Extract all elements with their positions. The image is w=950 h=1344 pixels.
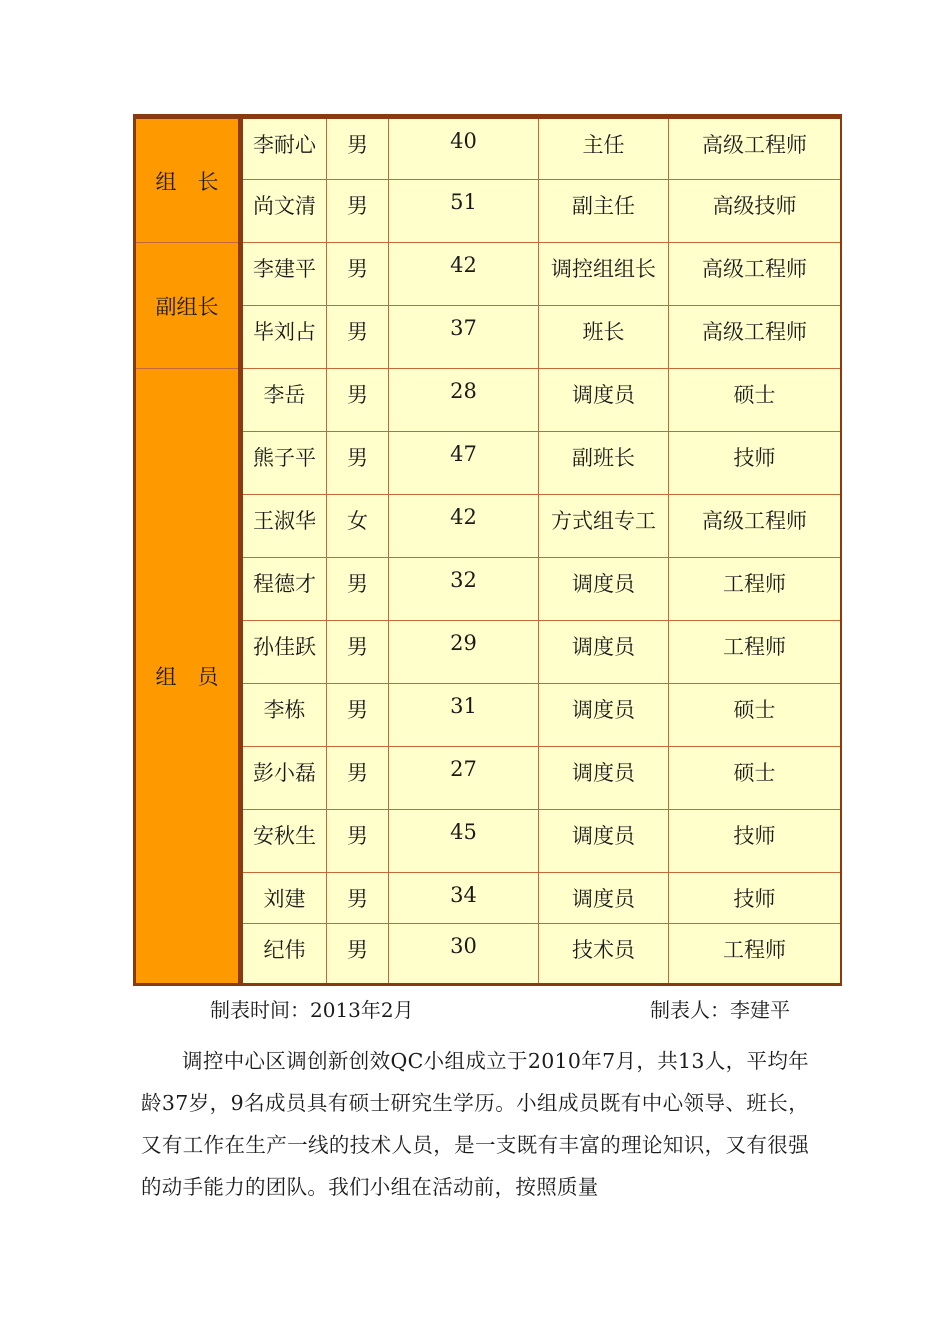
cell-position: 调度员 — [539, 558, 669, 621]
cell-name: 刘建 — [241, 873, 327, 924]
cell-title: 硕士 — [669, 369, 841, 432]
cell-position: 副主任 — [539, 180, 669, 243]
team-intro-paragraph: 调控中心区调创新创效QC小组成立于2010年7月，共13人，平均年龄37岁，9名成员具有硕士研究生学历。小组成员既有中心领导、班长，又有工作在生产一线的技术人员，是一支既有丰富的理论知识，又有很强的动手能力的团队。我们小组在活动前，按照质量 — [141, 1049, 809, 1199]
cell-position: 副班长 — [539, 432, 669, 495]
cell-name: 李耐心 — [241, 117, 327, 180]
role-cell-member: 组 员 — [135, 369, 241, 985]
cell-position: 调度员 — [539, 747, 669, 810]
cell-age: 28 — [389, 369, 539, 432]
cell-gender: 男 — [327, 243, 389, 306]
cell-gender: 男 — [327, 747, 389, 810]
cell-name: 毕刘占 — [241, 306, 327, 369]
cell-age: 30 — [389, 924, 539, 985]
cell-title: 工程师 — [669, 621, 841, 684]
table-row — [135, 558, 841, 621]
table-row — [135, 180, 841, 243]
cell-age: 47 — [389, 432, 539, 495]
table-row — [135, 747, 841, 810]
cell-name: 李岳 — [241, 369, 327, 432]
cell-age: 34 — [389, 873, 539, 924]
table-row — [135, 495, 841, 558]
cell-title: 高级工程师 — [669, 306, 841, 369]
cell-age: 42 — [389, 495, 539, 558]
cell-position: 调度员 — [539, 621, 669, 684]
table-date-caption: 制表时间：2013年2月 — [210, 998, 414, 1022]
cell-name: 王淑华 — [241, 495, 327, 558]
cell-position: 主任 — [539, 117, 669, 180]
cell-gender: 男 — [327, 117, 389, 180]
qc-team-roster-table — [133, 114, 842, 986]
cell-position: 方式组专工 — [539, 495, 669, 558]
table-row — [135, 306, 841, 369]
cell-position: 调度员 — [539, 684, 669, 747]
role-cell-leader: 组 长 — [135, 117, 241, 243]
cell-name: 尚文清 — [241, 180, 327, 243]
cell-position: 调度员 — [539, 810, 669, 873]
cell-gender: 男 — [327, 432, 389, 495]
cell-name: 安秋生 — [241, 810, 327, 873]
cell-age: 27 — [389, 747, 539, 810]
cell-gender: 男 — [327, 558, 389, 621]
cell-name: 彭小磊 — [241, 747, 327, 810]
cell-gender: 男 — [327, 684, 389, 747]
cell-gender: 男 — [327, 369, 389, 432]
table-row — [135, 684, 841, 747]
cell-position: 调度员 — [539, 369, 669, 432]
role-cell-deputy: 副组长 — [135, 243, 241, 369]
table-row — [135, 432, 841, 495]
cell-name: 纪伟 — [241, 924, 327, 985]
cell-gender: 男 — [327, 621, 389, 684]
cell-name: 熊子平 — [241, 432, 327, 495]
table-author-caption: 制表人：李建平 — [650, 998, 790, 1022]
cell-age: 32 — [389, 558, 539, 621]
cell-title: 工程师 — [669, 924, 841, 985]
cell-title: 高级工程师 — [669, 117, 841, 180]
cell-position: 班长 — [539, 306, 669, 369]
cell-position: 调度员 — [539, 873, 669, 924]
table-row — [135, 810, 841, 873]
cell-title: 硕士 — [669, 747, 841, 810]
cell-title: 技师 — [669, 873, 841, 924]
cell-position: 调控组组长 — [539, 243, 669, 306]
cell-name: 程德才 — [241, 558, 327, 621]
cell-gender: 男 — [327, 306, 389, 369]
table-row — [135, 117, 841, 180]
cell-name: 李建平 — [241, 243, 327, 306]
cell-name: 孙佳跃 — [241, 621, 327, 684]
cell-age: 37 — [389, 306, 539, 369]
cell-gender: 女 — [327, 495, 389, 558]
cell-title: 高级技师 — [669, 180, 841, 243]
cell-title: 工程师 — [669, 558, 841, 621]
cell-title: 高级工程师 — [669, 243, 841, 306]
cell-age: 45 — [389, 810, 539, 873]
cell-age: 29 — [389, 621, 539, 684]
cell-position: 技术员 — [539, 924, 669, 985]
cell-age: 40 — [389, 117, 539, 180]
cell-name: 李栋 — [241, 684, 327, 747]
cell-age: 42 — [389, 243, 539, 306]
table-row — [135, 621, 841, 684]
cell-age: 31 — [389, 684, 539, 747]
cell-gender: 男 — [327, 924, 389, 985]
cell-gender: 男 — [327, 873, 389, 924]
table-row — [135, 873, 841, 924]
cell-title: 技师 — [669, 810, 841, 873]
cell-title: 硕士 — [669, 684, 841, 747]
table-row — [135, 369, 841, 432]
cell-title: 高级工程师 — [669, 495, 841, 558]
cell-gender: 男 — [327, 180, 389, 243]
table-row — [135, 243, 841, 306]
cell-age: 51 — [389, 180, 539, 243]
cell-title: 技师 — [669, 432, 841, 495]
table-row — [135, 924, 841, 985]
cell-gender: 男 — [327, 810, 389, 873]
